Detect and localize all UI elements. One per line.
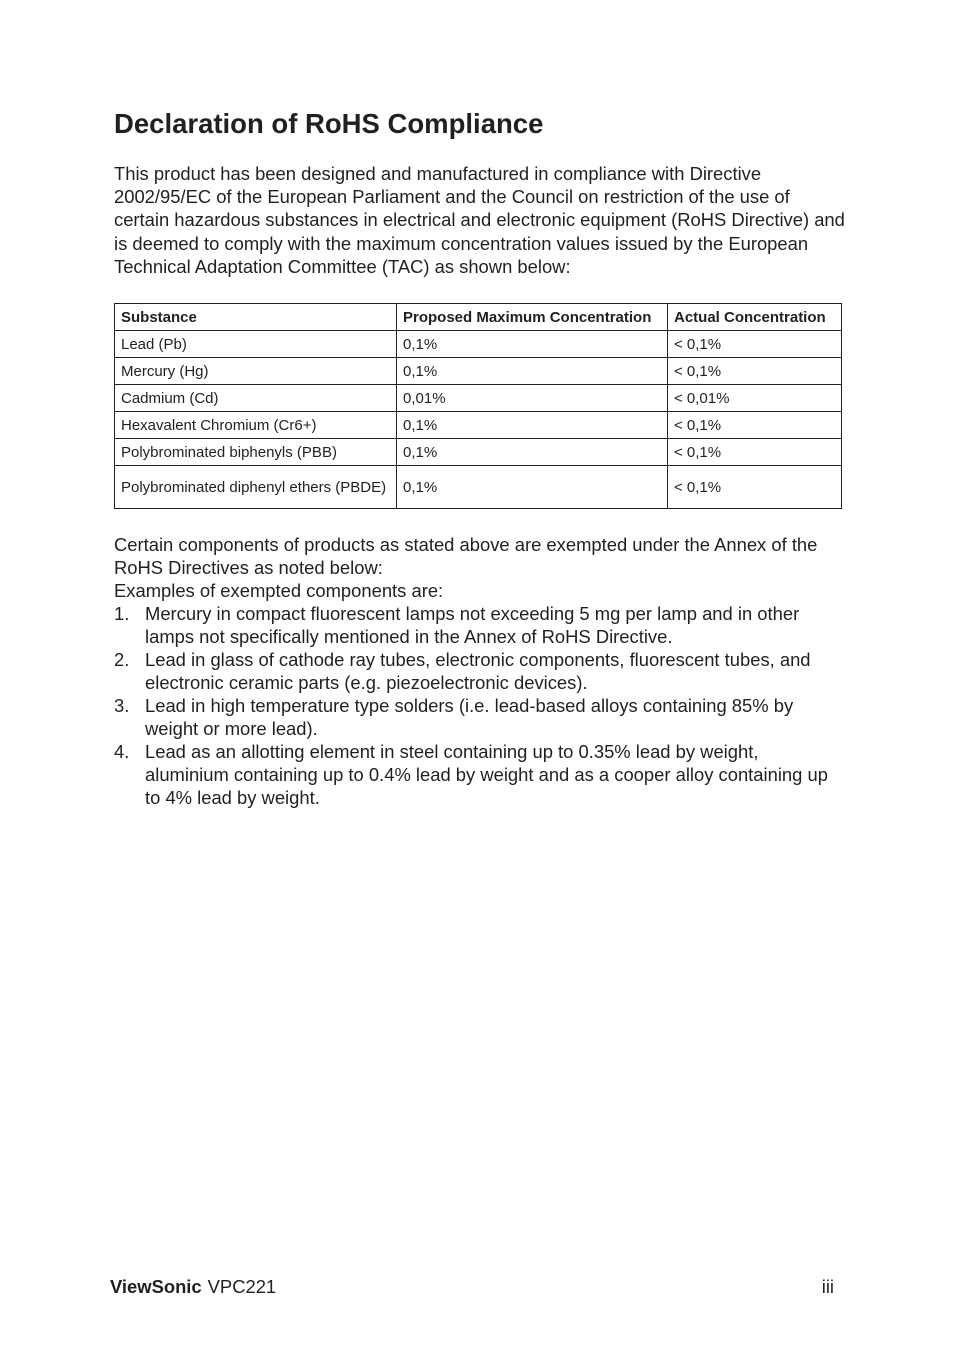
cell-actual: < 0,1% [668,412,842,439]
cell-actual: < 0,01% [668,385,842,412]
cell-proposed-max: 0,1% [397,412,668,439]
cell-substance: Lead (Pb) [115,331,397,358]
header-substance: Substance [115,304,397,331]
footer-brand: ViewSonic [110,1276,202,1297]
cell-proposed-max: 0,1% [397,358,668,385]
cell-substance: Mercury (Hg) [115,358,397,385]
cell-substance: Polybrominated biphenyls (PBB) [115,439,397,466]
table-row [115,466,842,509]
list-item-text: Mercury in compact fluorescent lamps not exceeding 5 mg per lamp and in other lamps not specifically mentioned in the Annex of RoHS Directive. [145,603,800,647]
cell-proposed-max: 0,1% [397,466,668,509]
cell-substance: Hexavalent Chromium (Cr6+) [115,412,397,439]
page-title: Declaration of RoHS Compliance [114,108,544,139]
intro-paragraph: This product has been designed and manufactured in compliance with Directive 2002/95/EC of the European Parliament and the Council on restriction of the use of certain hazardous substances in electrical and electronic equipment (RoHS Directive) and is deemed to comply with the maximum concentration values issued by the European Technical Adaptation Committee (TAC) as shown below: [114,163,845,277]
cell-actual: < 0,1% [668,439,842,466]
cell-actual: < 0,1% [668,358,842,385]
list-item [114,694,846,740]
table-header-row [115,304,842,331]
table-row [115,412,842,439]
exemptions-examples-label: Examples of exempted components are: [114,580,444,601]
list-item [114,740,846,809]
header-proposed-max: Proposed Maximum Concentration [397,304,668,331]
list-item-text: Lead in glass of cathode ray tubes, electronic components, fluorescent tubes, and electronic ceramic parts (e.g. piezoelectronic devices). [145,649,811,693]
exemptions-section [114,533,846,809]
cell-proposed-max: 0,01% [397,385,668,412]
exemptions-intro: Certain components of products as stated above are exempted under the Annex of the RoHS Directives as noted below: [114,534,818,578]
cell-proposed-max: 0,1% [397,439,668,466]
header-actual: Actual Concentration [668,304,842,331]
list-item-number: 3. [114,695,130,716]
footer-page-number: iii [821,1276,834,1297]
footer-model: VPC221 [207,1276,277,1297]
list-item-number: 2. [114,649,130,670]
cell-substance: Polybrominated diphenyl ethers (PBDE) [115,466,397,509]
list-item-text: Lead in high temperature type solders (i.e. lead-based alloys containing 85% by weight or more lead). [145,695,794,739]
table-row [115,358,842,385]
exemptions-list [114,602,846,809]
rohs-concentration-table [114,303,842,509]
list-item-number: 4. [114,741,130,762]
table-row [115,439,842,466]
list-item-text: Lead as an allotting element in steel containing up to 0.35% lead by weight, aluminium containing up to 0.4% lead by weight and as a cooper alloy containing up to 4% lead by weight. [145,741,828,808]
cell-actual: < 0,1% [668,466,842,509]
cell-substance: Cadmium (Cd) [115,385,397,412]
table-row [115,331,842,358]
list-item [114,648,846,694]
page-footer [110,1275,834,1299]
cell-actual: < 0,1% [668,331,842,358]
cell-proposed-max: 0,1% [397,331,668,358]
table-row [115,385,842,412]
list-item [114,602,846,648]
list-item-number: 1. [114,603,130,624]
